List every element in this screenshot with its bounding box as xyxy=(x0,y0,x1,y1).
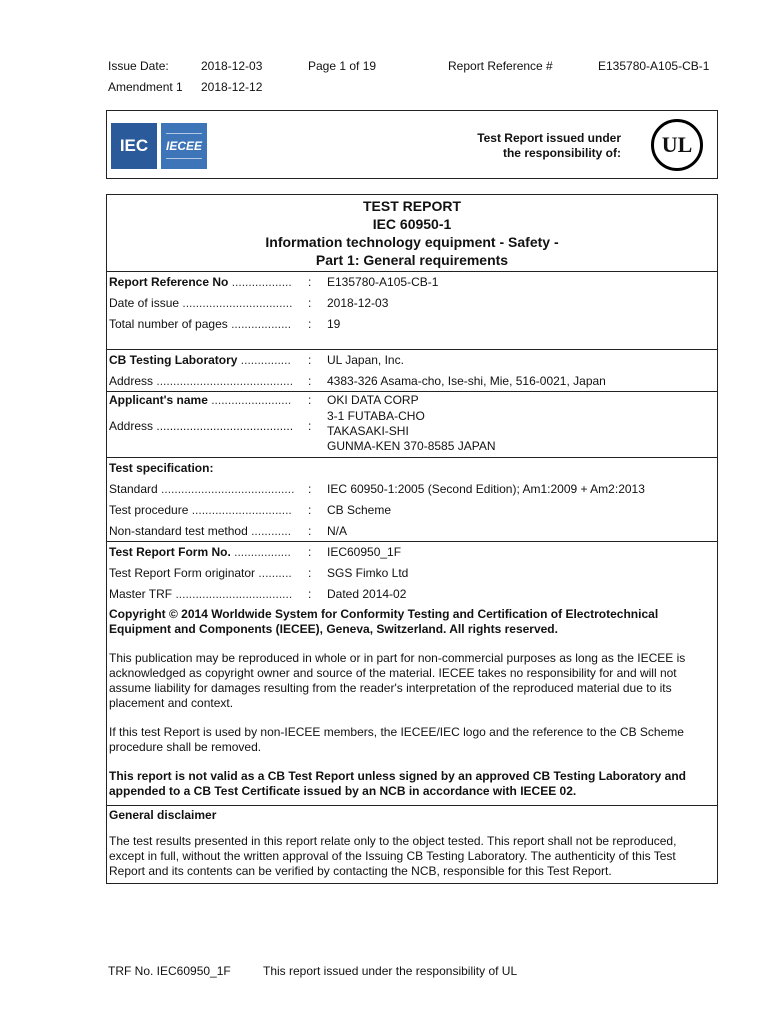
issue-date-label: Issue Date: xyxy=(108,59,169,73)
report-reference: E135780-A105-CB-1 xyxy=(598,59,710,73)
trf-originator-row: Test Report Form originator .......... : SGS Fimko Ltd xyxy=(109,566,409,580)
issue-date: 2018-12-03 xyxy=(201,59,263,73)
reproduction-notice: This publication may be reproduced in whole or in part for non-commercial purposes as long as the IECEE is acknowledged as copyright owner and source of the material. IECEE takes no responsibility for and will not assume liability for damages resulting from the reader's interpretation of the reproduced material due to its placement and context. xyxy=(109,651,686,710)
report-reference-label: Report Reference # xyxy=(448,59,553,73)
standard-row: Standard ........................................ : IEC 60950-1:2005 (Second Edition); Am1:2009 + Am2:2013 xyxy=(109,482,645,496)
copyright-notice: Copyright © 2014 Worldwide System for Conformity Testing and Certification of Electrotechnical Equipment and Components (IECEE), Geneva, Switzerland. All rights reserved. xyxy=(109,607,659,636)
ul-logo: UL xyxy=(651,119,703,171)
cb-lab-section xyxy=(107,350,717,392)
page-number: Page 1 of 19 xyxy=(308,59,377,73)
total-pages-row: Total number of pages .................. : 19 xyxy=(109,317,341,331)
applicant-section xyxy=(107,392,717,458)
copyright-section xyxy=(107,604,717,806)
disclaimer-heading: General disclaimer xyxy=(109,808,217,822)
date-of-issue-row: Date of issue ................................. : 2018-12-03 xyxy=(109,296,389,310)
issued-under-text: Test Report issued under the responsibility of: xyxy=(477,131,621,160)
test-report-form-section xyxy=(107,542,717,604)
logo-removal-notice: If this test Report is used by non-IECEE members, the IECEE/IEC logo and the reference to the CB Scheme procedure shall be removed. xyxy=(109,725,684,754)
amendment-label: Amendment 1 xyxy=(108,80,183,94)
footer-responsibility: This report issued under the responsibility of UL xyxy=(263,964,518,978)
disclaimer-text: The test results presented in this report relate only to the object tested. This report shall not be reproduced, except in full, without the written approval of the Issuing CB Testing Laboratory. The authenticity of this Test Report and its contents can be verified by contacting the NCB, responsible for this Test Report. xyxy=(109,834,677,878)
report-title: TEST REPORT IEC 60950-1 Information technology equipment - Safety - Part 1: General requirements xyxy=(107,195,717,272)
iec-logo: IEC xyxy=(111,123,157,169)
report-cover-table xyxy=(106,194,718,884)
footer-trf-number: TRF No. IEC60950_1F xyxy=(108,964,231,978)
trf-number-row: Test Report Form No. ................. : IEC60950_1F xyxy=(109,545,402,559)
general-disclaimer-section xyxy=(107,806,717,879)
report-reference-row: Report Reference No .................. : E135780-A105-CB-1 xyxy=(109,275,439,289)
amendment-date: 2018-12-12 xyxy=(201,80,263,94)
logo-banner xyxy=(106,110,718,179)
test-spec-heading: Test specification: xyxy=(109,461,214,475)
footer xyxy=(108,964,518,978)
test-specification-section xyxy=(107,458,717,542)
applicant-address-row: Address ......................................... : 3-1 FUTABA-CHO TAKASAKI-SHI GUNMA-KEN 370-8585 JAPAN xyxy=(109,409,496,453)
validity-notice: This report is not valid as a CB Test Report unless signed by an approved CB Testing Laboratory and appended to a CB Test Certificate issued by an NCB in accordance with IECEE 02. xyxy=(109,769,686,798)
test-procedure-row: Test procedure .............................. : CB Scheme xyxy=(109,503,392,517)
cb-lab-row: CB Testing Laboratory ............... : UL Japan, Inc. xyxy=(109,353,404,367)
non-standard-method-row: Non-standard test method ............ : N/A xyxy=(109,524,348,538)
lab-address-row: Address ......................................... : 4383-326 Asama-cho, Ise-shi, Mie, 516-0021, Japan xyxy=(109,374,606,388)
applicant-name-row: Applicant's name ........................ : OKI DATA CORP xyxy=(109,393,419,407)
iecee-logo: IECEE xyxy=(161,123,207,169)
master-trf-row: Master TRF ................................... : Dated 2014-02 xyxy=(109,587,407,601)
report-info-section xyxy=(107,272,717,350)
